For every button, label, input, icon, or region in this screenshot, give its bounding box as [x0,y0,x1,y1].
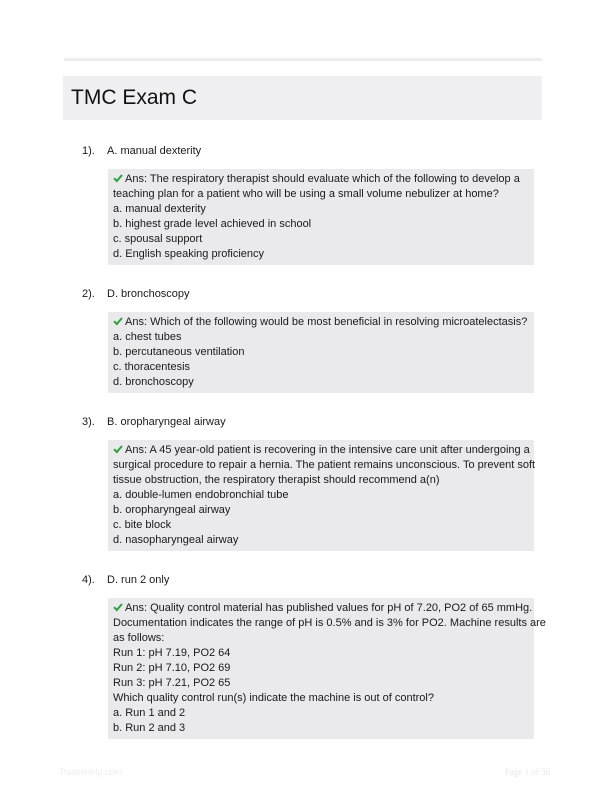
answer-option: c. bite block [113,519,172,531]
footer-watermark: PaperHelp.com [60,767,123,777]
answer-option: a. double-lumen endobronchial tube [113,489,289,501]
question-number: 3). [82,416,95,428]
question-number: 4). [82,574,95,586]
answer-box-2 [108,312,534,393]
checkmark-icon [113,173,125,183]
answer-option: b. Run 2 and 3 [113,722,186,734]
answer-option: b. oropharyngeal airway [113,504,231,516]
answer-line: Ans: A 45 year-old patient is recovering in the intensive care unit after undergoing a [113,443,529,458]
answer-line: tissue obstruction, the respiratory therapist should recommend a(n) [113,474,440,486]
answer-line: Ans: Which of the following would be most beneficial in resolving microatelectasis? [113,315,529,330]
answer-line: teaching plan for a patient who will be using a small volume nebulizer at home? [113,188,499,200]
answer-line: Run 1: pH 7.19, PO2 64 [113,647,231,659]
question-answer: B. oropharyngeal airway [107,416,226,428]
answer-line: Documentation indicates the range of pH is 0.5% and is 3% for PO2. Machine results are [113,617,546,629]
question-answer: D. bronchoscopy [107,288,190,300]
answer-line: Ans: Quality control material has published values for pH of 7.20, PO2 of 65 mmHg. [113,601,529,616]
answer-option: c. thoracentesis [113,361,191,373]
answer-line: Which quality control run(s) indicate the machine is out of control? [113,692,434,704]
answer-option: c. spousal support [113,233,203,245]
question-number: 2). [82,288,95,300]
answer-option: a. chest tubes [113,331,182,343]
question-answer: A. manual dexterity [107,145,202,157]
answer-line: Ans: The respiratory therapist should evaluate which of the following to develop a [113,172,529,187]
checkmark-icon [113,316,125,326]
answer-box-1 [108,169,534,265]
answer-option: d. nasopharyngeal airway [113,534,239,546]
question-number: 1). [82,145,95,157]
answer-option: b. highest grade level achieved in school [113,218,312,230]
checkmark-icon [113,444,125,454]
answer-option: d. English speaking proficiency [113,248,265,260]
title-bar [63,76,542,120]
document-title: TMC Exam C [71,86,197,109]
answer-box-4 [108,598,546,739]
answer-line: surgical procedure to repair a hernia. The patient remains unconscious. To prevent soft [113,459,536,471]
answer-option: d. bronchoscopy [113,376,194,388]
answer-line: Run 3: pH 7.21, PO2 65 [113,677,231,689]
answer-option: a. Run 1 and 2 [113,707,186,719]
answer-option: b. percutaneous ventilation [113,346,245,358]
question-answer: D. run 2 only [107,574,170,586]
answer-option: a. manual dexterity [113,203,206,215]
page-number: Page 1 of 36 [504,767,550,777]
answer-line: as follows: [113,632,165,644]
answer-line: Run 2: pH 7.10, PO2 69 [113,662,231,674]
top-divider [64,58,542,61]
checkmark-icon [113,602,125,612]
answer-box-3 [108,440,534,551]
